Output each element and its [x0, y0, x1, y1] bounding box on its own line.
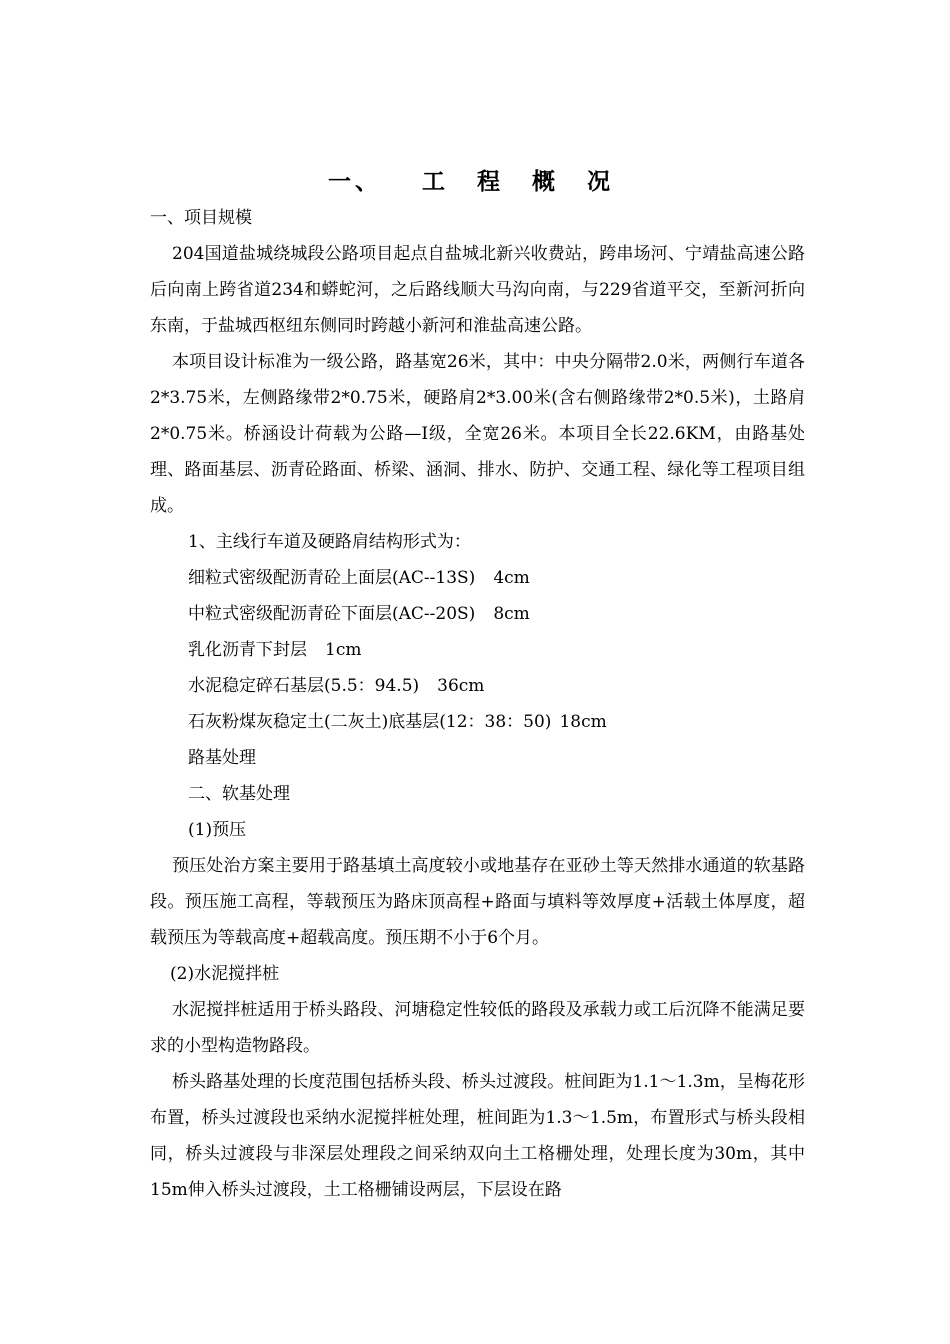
layer-item: 细粒式密级配沥青砼上面层(AC--13S) 4cm — [188, 568, 530, 588]
paragraph-route: 204国道盐城绕城段公路项目起点自盐城北新兴收费站，跨串场河、宁靖盐高速公路后向南上跨省道234和蟒蛇河，之后路线顺大马沟向南，与229省道平交，至新河折向东南，于盐城西枢纽东侧同时跨越小新河和淮盐高速公路。 — [150, 244, 805, 336]
layer-thickness: 18cm — [559, 712, 607, 732]
paragraph-preloading: 预压处治方案主要用于路基填土高度较小或地基存在亚砂土等天然排水通道的软基路段。预压施工高程，等载预压为路床顶高程+路面与填料等效厚度+活载土体厚度，超载预压为等载高度+超载高度。预压期不小于6个月。 — [150, 856, 805, 948]
paragraph-cement-pile: 水泥搅拌桩适用于桥头路段、河塘稳定性较低的路段及承载力或工后沉降不能满足要求的小型构造物路段。 — [150, 1000, 805, 1056]
subheading-cement-pile: (2)水泥搅拌桩 — [170, 964, 280, 984]
section-title-text: 工 程 概 况 — [421, 168, 623, 195]
layer-thickness: 1cm — [325, 640, 362, 660]
layer-thickness: 36cm — [437, 676, 485, 696]
layer-item: 石灰粉煤灰稳定土(二灰土)底基层(12：38：50) 18cm — [188, 712, 607, 732]
list-heading-structure: 1、主线行车道及硬路肩结构形式为： — [188, 532, 471, 552]
subheading-preloading: (1)预压 — [188, 820, 247, 840]
subheading-soft-foundation: 二、软基处理 — [188, 784, 290, 804]
layer-item: 水泥稳定碎石基层(5.5：94.5) 36cm — [188, 676, 485, 696]
paragraph-design-standard: 本项目设计标准为一级公路，路基宽26米，其中：中央分隔带2.0米，两侧行车道各2*3.75米，左侧路缘带2*0.75米，硬路肩2*3.00米(含右侧路缘带2*0.5米)，土路肩2*0.75米。桥涵设计荷载为公路—I级，全宽26米。本项目全长22.6KM，由路基处理、路面基层、沥青砼路面、桥梁、涵洞、排水、防护、交通工程、绿化等工程项目组成。 — [150, 352, 805, 516]
layer-item: 中粒式密级配沥青砼下面层(AC--20S) 8cm — [188, 604, 530, 624]
layer-thickness: 4cm — [493, 568, 530, 588]
layer-thickness: 8cm — [493, 604, 530, 624]
layer-item: 乳化沥青下封层 1cm — [188, 640, 362, 660]
paragraph-bridgehead: 桥头路基处理的长度范围包括桥头段、桥头过渡段。桩间距为1.1～1.3m，呈梅花形布置，桥头过渡段也采纳水泥搅拌桩处理，桩间距为1.3～1.5m，布置形式与桥头段相同，桥头过渡段与非深层处理段之间采纳双向土工格栅处理，处理长度为30m，其中15m伸入桥头过渡段，土工格栅铺设两层，下层设在路 — [150, 1072, 805, 1200]
subheading-project-scale: 一、项目规模 — [150, 208, 252, 228]
section-title-number: 一、 — [327, 168, 382, 195]
document-body — [150, 200, 805, 1208]
section-title — [0, 163, 950, 196]
subheading-subgrade: 路基处理 — [188, 748, 256, 768]
